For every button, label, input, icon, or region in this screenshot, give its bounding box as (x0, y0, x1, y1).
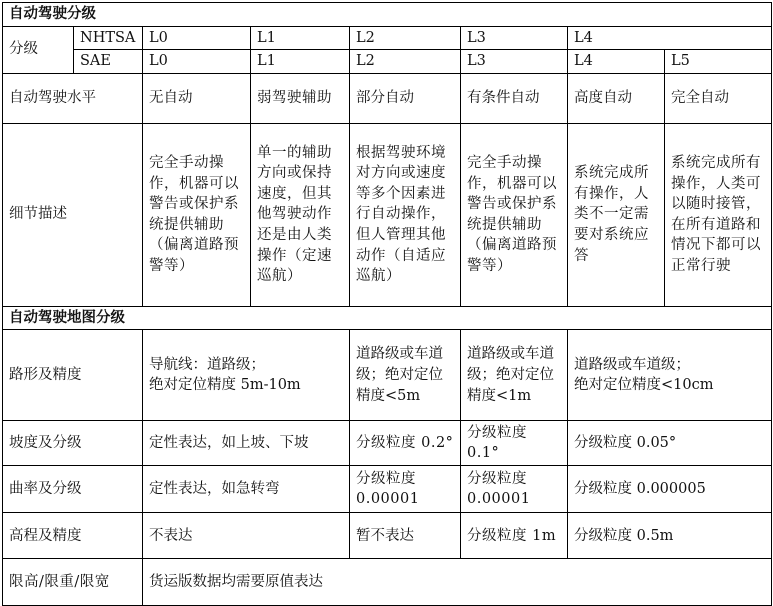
detail-text: 单一的辅助方向或保持速度，但其他驾驶动作还是由人类操作（定速巡航） (251, 123, 350, 306)
detail-text: 系统完成所有操作，人类可以随时接管，在所有道路和情况下都可以正常行驶 (665, 123, 772, 306)
grade-label: 分级 (3, 26, 74, 73)
detail-text: 系统完成所有操作，人类不一定需要对系统应答 (568, 123, 665, 306)
level-name: 无自动 (143, 73, 251, 123)
sae-label: SAE (74, 50, 143, 74)
map-cell-line: 导航线：道路级； (149, 356, 265, 373)
sae-level-5: L5 (665, 50, 772, 74)
nhtsa-label: NHTSA (74, 26, 143, 50)
nhtsa-level-4: L4 (568, 26, 772, 50)
map-row-label: 曲率及分级 (3, 466, 143, 513)
sae-level-0: L0 (143, 50, 251, 74)
level-name: 弱驾驶辅助 (251, 73, 350, 123)
map-row-label: 限高/限重/限宽 (3, 559, 143, 606)
map-row-label: 路形及精度 (3, 330, 143, 421)
map-cell-basic: 定性表达，如上坡、下坡 (143, 421, 350, 466)
map-cell-l2: 分级粒度 0.2° (350, 421, 461, 466)
sae-level-4: L4 (568, 50, 665, 74)
autonomous-driving-table (2, 2, 772, 606)
map-cell-l2: 分级粒度 0.00001 (350, 466, 461, 513)
map-cell-l2: 道路级或车道级；绝对定位精度<5m (350, 330, 461, 421)
detail-text: 根据驾驶环境对方向或速度等多个因素进行自动操作，但人管理其他动作（自适应巡航） (350, 123, 461, 306)
map-row-label: 坡度及分级 (3, 421, 143, 466)
level-name: 部分自动 (350, 73, 461, 123)
table-title: 自动驾驶分级 (3, 3, 772, 27)
map-cell-l3: 分级粒度 0.00001 (461, 466, 568, 513)
map-cell-l4: 分级粒度 0.05° (568, 421, 772, 466)
map-cell-line: 绝对定位精度<10cm (574, 377, 714, 394)
level-name: 完全自动 (665, 73, 772, 123)
map-cell-line: 道路级或车道级； (574, 356, 690, 373)
map-cell-l4: 分级粒度 0.5m (568, 513, 772, 559)
detail-label: 细节描述 (3, 123, 143, 306)
map-table-title: 自动驾驶地图分级 (3, 306, 772, 330)
sae-level-3: L3 (461, 50, 568, 74)
map-cell-l3: 分级粒度 0.1° (461, 421, 568, 466)
map-row-label: 高程及精度 (3, 513, 143, 559)
detail-text: 完全手动操作，机器可以警告或保护系统提供辅助（偏离道路预警等） (461, 123, 568, 306)
map-cell-l3: 道路级或车道级；绝对定位精度<1m (461, 330, 568, 421)
map-cell-basic (143, 330, 350, 421)
map-cell-line: 绝对定位精度 5m-10m (149, 377, 301, 394)
map-cell-l4: 分级粒度 0.000005 (568, 466, 772, 513)
nhtsa-level-1: L1 (251, 26, 350, 50)
map-cell-basic: 不表达 (143, 513, 350, 559)
level-name: 高度自动 (568, 73, 665, 123)
nhtsa-level-0: L0 (143, 26, 251, 50)
map-cell-l2: 暂不表达 (350, 513, 461, 559)
nhtsa-level-2: L2 (350, 26, 461, 50)
level-row-label: 自动驾驶水平 (3, 73, 143, 123)
detail-text: 完全手动操作，机器可以警告或保护系统提供辅助（偏离道路预警等） (143, 123, 251, 306)
sae-level-1: L1 (251, 50, 350, 74)
level-name: 有条件自动 (461, 73, 568, 123)
map-cell-l4 (568, 330, 772, 421)
sae-level-2: L2 (350, 50, 461, 74)
map-cell-all: 货运版数据均需要原值表达 (143, 559, 772, 606)
map-cell-l3: 分级粒度 1m (461, 513, 568, 559)
map-cell-basic: 定性表达，如急转弯 (143, 466, 350, 513)
nhtsa-level-3: L3 (461, 26, 568, 50)
